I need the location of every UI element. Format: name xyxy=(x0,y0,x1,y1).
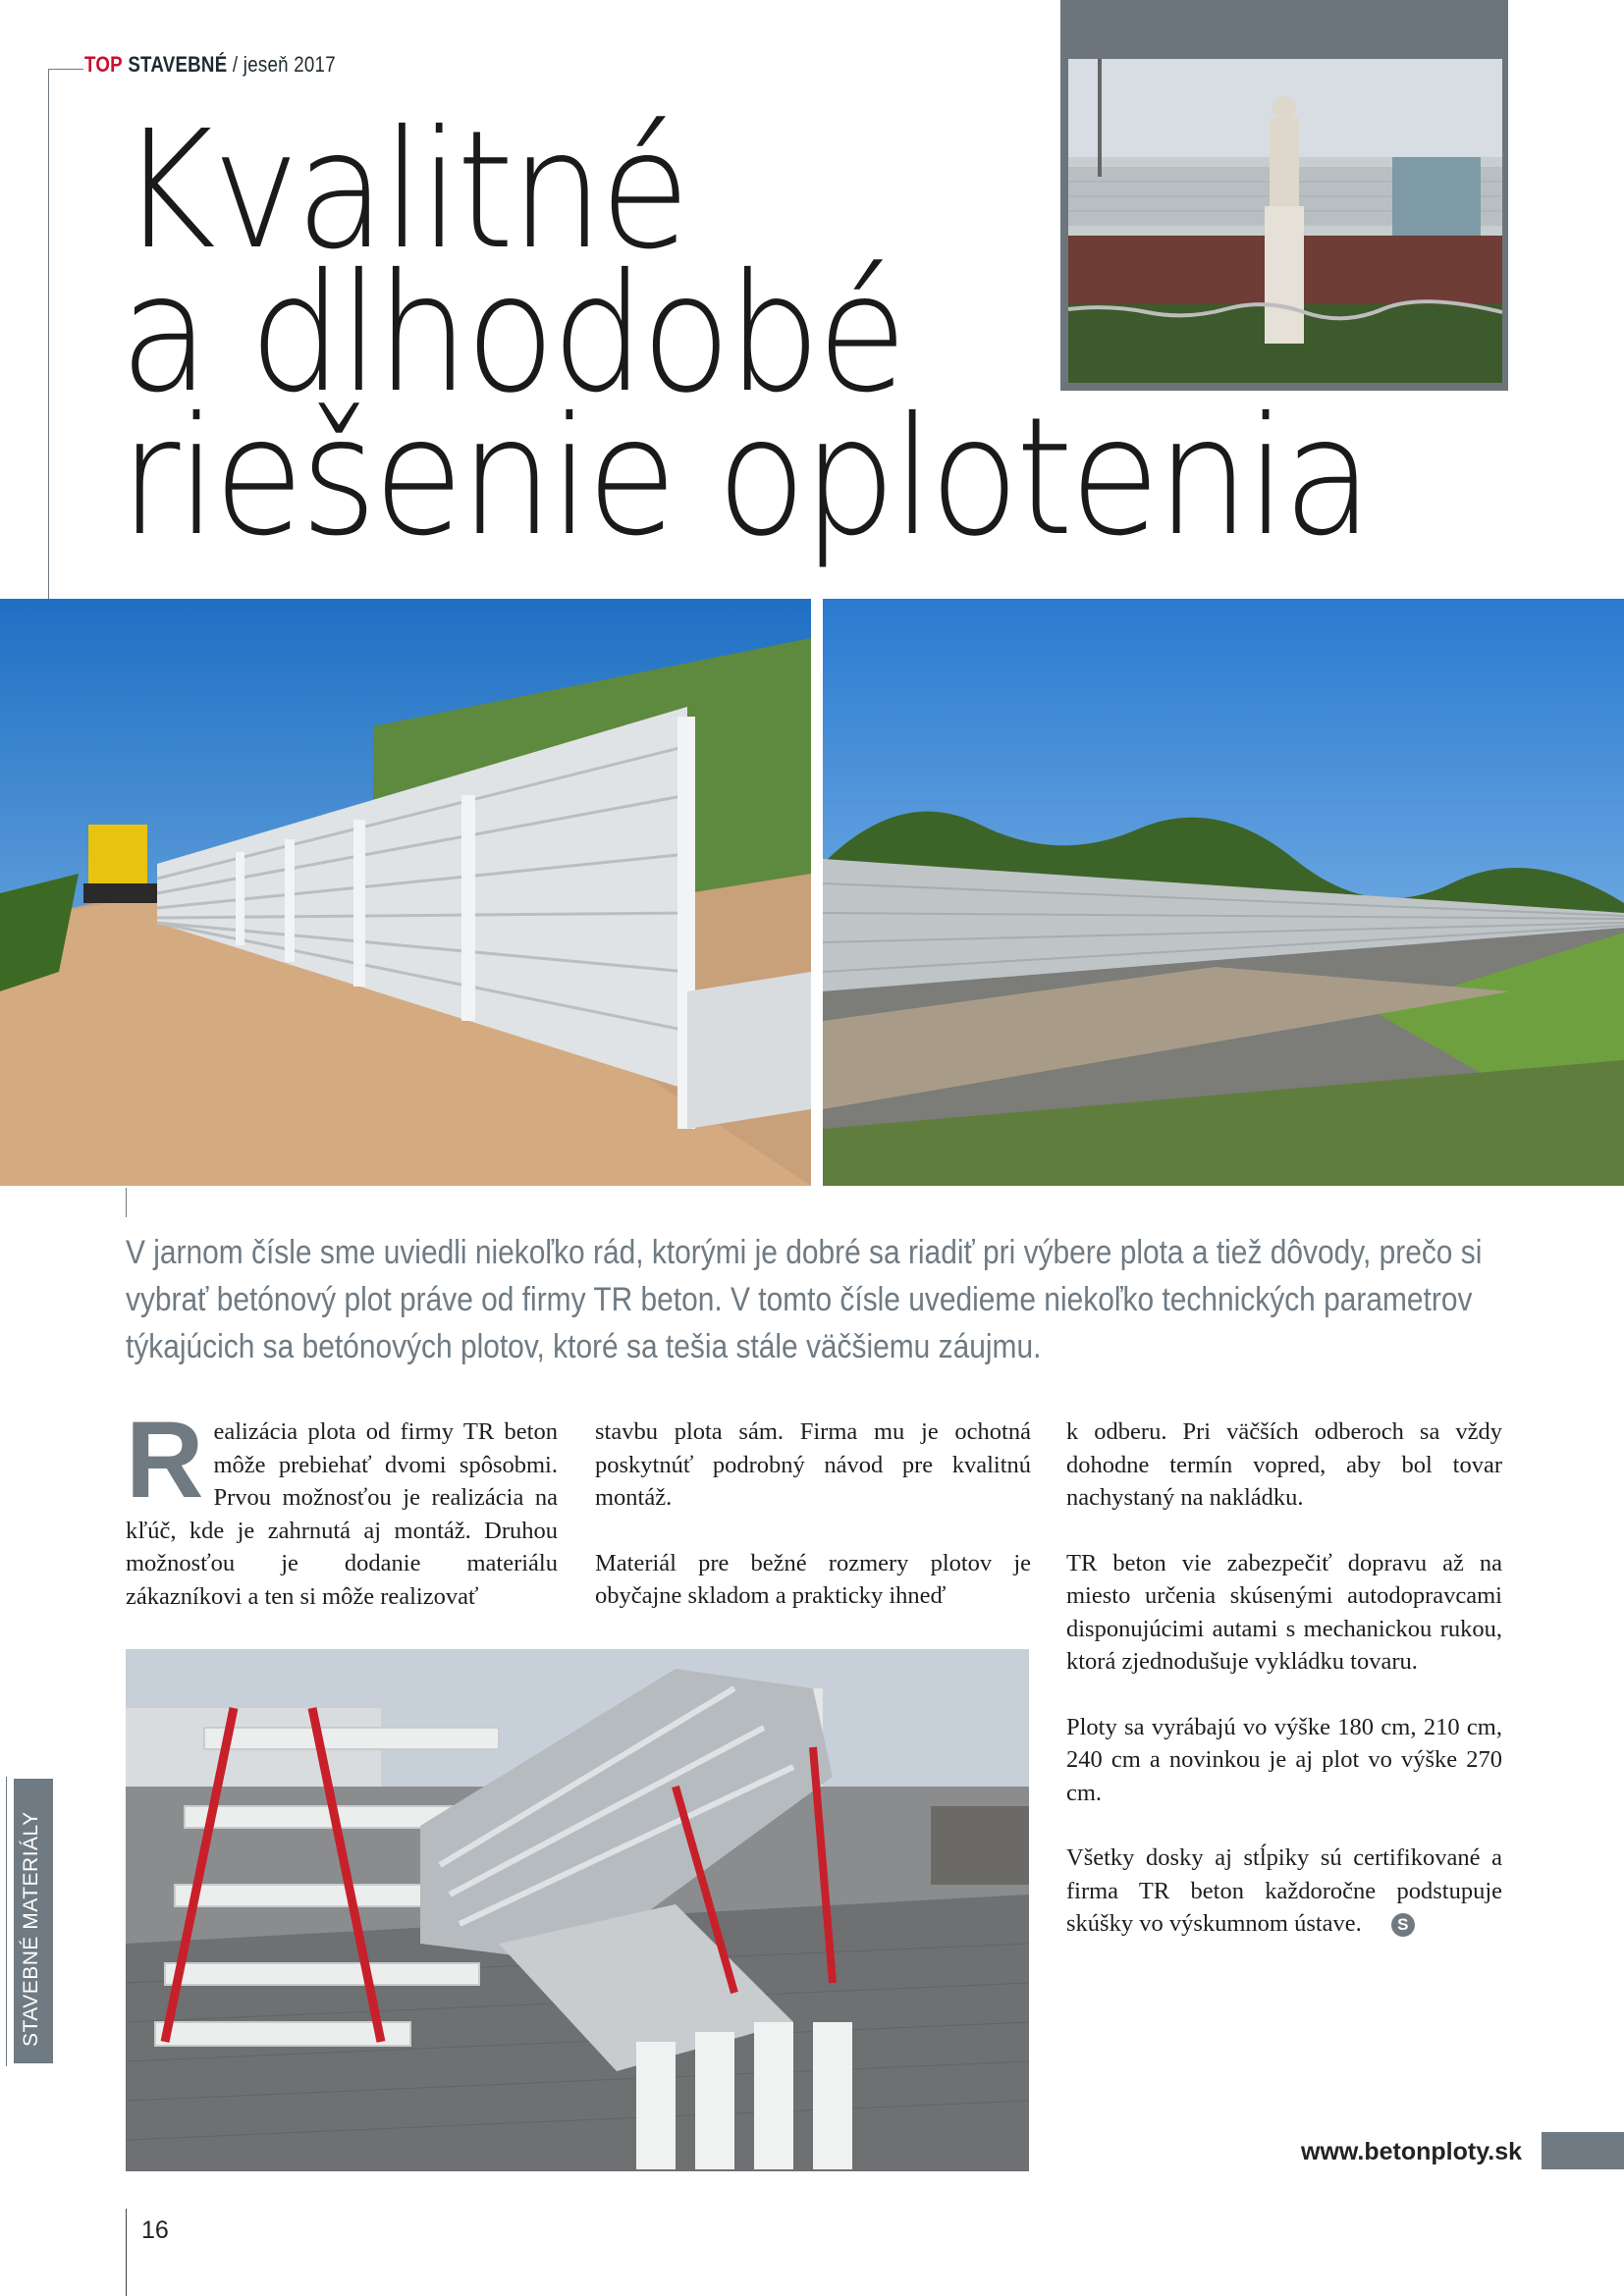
paragraph: Materiál pre bežné rozmery plotov je obyčajne skladom a prakticky ihneď xyxy=(595,1549,1031,1609)
end-mark-icon: S xyxy=(1391,1913,1415,1937)
paragraph xyxy=(126,1400,558,1613)
side-rule xyxy=(6,1777,7,2066)
title-line-2: a dlhodobé xyxy=(120,240,904,429)
brand-top: TOP xyxy=(84,52,123,77)
header-separator: / xyxy=(232,52,239,77)
lead-paragraph: V jarnom čísle sme uviedli niekoľko rád, ktorými je dobré sa riadiť pri výbere plota a tiež dôvody, prečo si vybrať betónový plot práve od firmy TR beton. V tomto čísle uvedieme niekoľko technických parametrov týkajúcich sa betónových plotov, ktoré sa tešia stále väčšiemu záujmu. xyxy=(126,1234,1483,1365)
paragraph-text: Všetky dosky aj stĺpiky sú certifikované a firma TR beton každoročne podstupuje skúšky vo výskumnom ústave. xyxy=(1066,1844,1502,1937)
footer-bar xyxy=(1542,2132,1624,2169)
drop-cap: R xyxy=(126,1400,204,1521)
paragraph: Ploty sa vyrábajú vo výške 180 cm, 210 cm, 240 cm a novinkou je aj plot vo výške 270 cm. xyxy=(1066,1713,1502,1806)
fence-panels-photo xyxy=(126,1649,1029,2171)
completed-fence-photo xyxy=(823,599,1624,1186)
body-column-1 xyxy=(126,1400,558,1645)
brand-name: STAVEBNÉ xyxy=(128,52,228,77)
article-title xyxy=(120,96,1386,572)
running-header xyxy=(84,52,336,78)
paragraph: k odberu. Pri väčších odberoch sa vždy dohodne termín vopred, aby bol tovar nachystaný na nakládku. xyxy=(1066,1418,1502,1511)
header-rule-horizontal xyxy=(48,69,83,70)
paragraph-text: ealizácia plota od firmy TR beton môže prebiehať dvomi spôsobmi. Prvou možnosťou je realizácia na kľúč, kde je zahrnutá aj montáž. Druhou možnosťou je dodanie materiálu zákazníkovi a ten si môže realizovať xyxy=(126,1418,558,1610)
website-url[interactable]: www.betonploty.sk xyxy=(1301,2138,1523,2165)
page-number-rule xyxy=(126,2209,127,2296)
title-line-3: riešenie oplotenia xyxy=(120,383,1370,572)
page-number: 16 xyxy=(141,2216,169,2244)
lead-rule xyxy=(126,1188,127,1217)
section-label: STAVEBNÉ MATERIÁLY xyxy=(20,1811,42,2047)
paragraph: TR beton vie zabezpečiť dopravu až na miesto určenia skúsenými autodopravcami disponujúcimi autami s mechanickou rukou, ktorá zjednodušuje vykládku tovaru. xyxy=(1066,1549,1502,1675)
fence-construction-photo xyxy=(0,599,811,1186)
body-column-2 xyxy=(595,1415,1031,1645)
header-rule-vertical xyxy=(48,69,49,599)
issue-date: jeseň 2017 xyxy=(243,52,336,77)
title-line-1: Kvalitné xyxy=(120,96,687,286)
body-column-3 xyxy=(1066,1415,1502,1973)
paragraph: stavbu plota sám. Firma mu je ochotná poskytnúť podrobný návod pre kvalitnú montáž. xyxy=(595,1418,1031,1511)
paragraph xyxy=(1066,1842,1502,1941)
